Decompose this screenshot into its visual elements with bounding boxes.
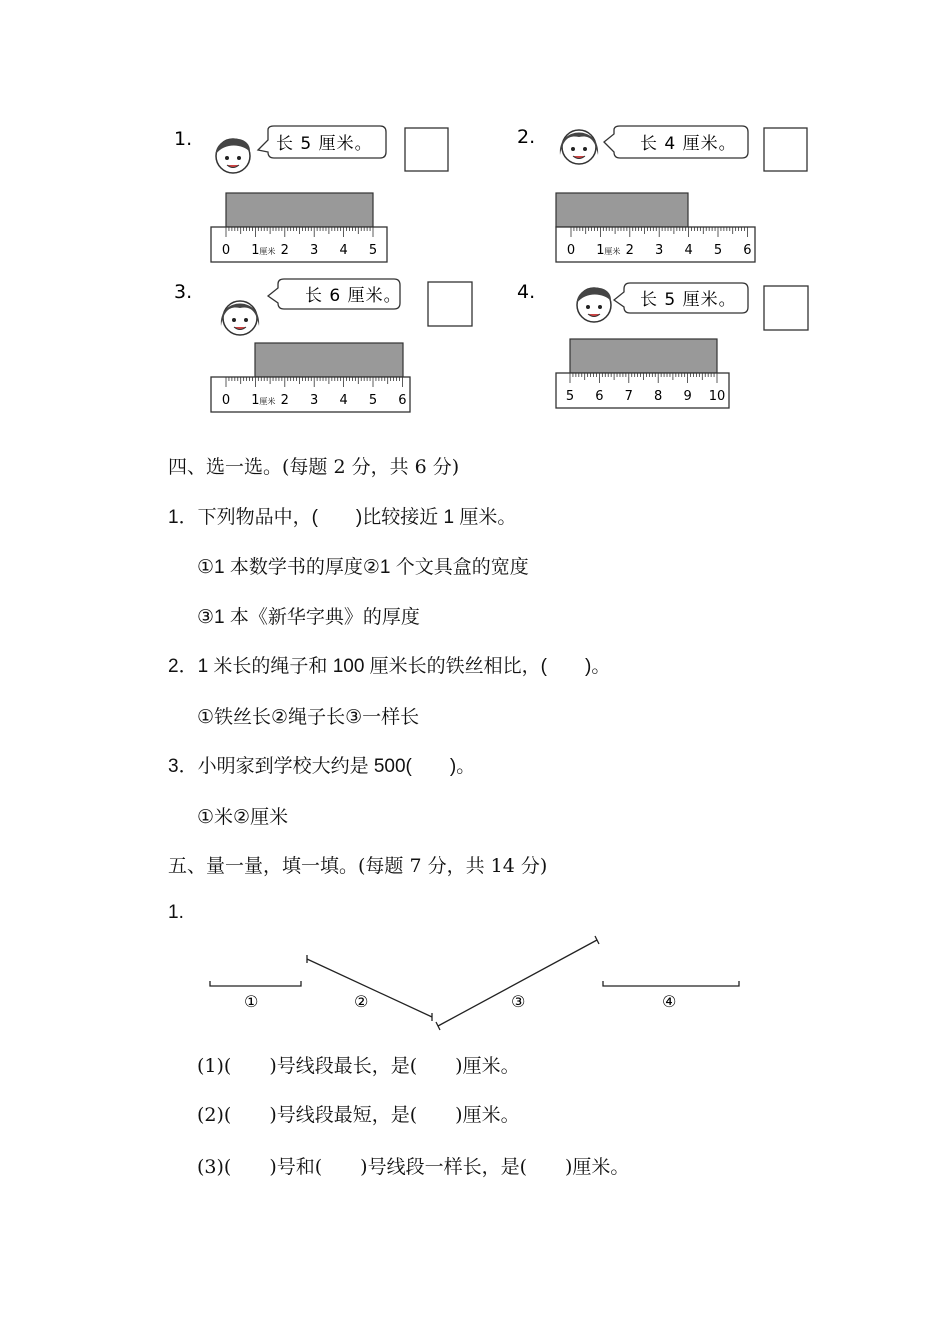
- segment-label: ①: [244, 992, 259, 1011]
- segment-label: ④: [662, 992, 677, 1011]
- answer-box[interactable]: [405, 128, 448, 171]
- measured-bar: [226, 193, 373, 227]
- item-number: 1.: [174, 128, 193, 150]
- ruler-tick-label: 6: [595, 389, 604, 404]
- ruler: [211, 377, 410, 412]
- ruler-tick-label: 6: [743, 243, 752, 258]
- measured-bar: [255, 343, 403, 377]
- answer-box[interactable]: [428, 282, 472, 326]
- ruler-exercises: [0, 0, 950, 430]
- item-number: 2.: [517, 126, 536, 148]
- ruler-unit-label: 厘米: [259, 397, 276, 406]
- question-4-1-options-a: ①1 本数学书的厚度②1 个文具盒的宽度: [197, 557, 529, 578]
- ruler-tick-label: 3: [310, 243, 319, 258]
- ruler-tick-label: 2: [280, 393, 289, 408]
- ruler-tick-label: 1: [251, 243, 260, 258]
- girl-face-icon: [221, 301, 259, 335]
- item-number: 4.: [517, 281, 536, 303]
- segment-2: [307, 955, 432, 1021]
- measured-bar: [556, 193, 688, 227]
- ruler-tick-label: 5: [368, 243, 378, 258]
- ruler-unit-label: 厘米: [604, 247, 621, 256]
- ruler-tick-label: 5: [713, 243, 723, 258]
- ruler-body: [556, 373, 729, 408]
- ruler-item-2: [517, 126, 807, 262]
- ruler-tick-label: 2: [625, 243, 634, 258]
- ruler-tick-label: 7: [624, 389, 633, 404]
- question-4-3: 3．小明家到学校大约是 500( )。: [168, 756, 476, 777]
- ruler-tick-label: 0: [221, 393, 231, 408]
- measured-bar: [570, 339, 717, 373]
- ruler-tick-label: 3: [655, 243, 664, 258]
- ruler-unit-label: 厘米: [259, 247, 276, 256]
- ruler-item-3: [174, 279, 472, 412]
- speech-text: 长 6 厘米。: [305, 286, 402, 306]
- question-5-1-number: 1.: [168, 902, 184, 923]
- answer-box[interactable]: [764, 286, 808, 330]
- ruler-tick-label: 8: [654, 389, 663, 404]
- ruler: [211, 227, 387, 262]
- segment-label: ②: [354, 992, 369, 1011]
- ruler-item-4: [517, 281, 808, 408]
- ruler-tick-label: 0: [566, 243, 576, 258]
- question-4-2-options: ①铁丝长②绳子长③一样长: [197, 707, 420, 728]
- question-4-2: 2．1 米长的绳子和 100 厘米长的铁丝相比，( )。: [168, 656, 611, 677]
- section-4-title: 四、选一选。(每题 2 分，共 6 分): [168, 456, 460, 478]
- speech-text: 长 5 厘米。: [640, 290, 737, 310]
- ruler-tick-label: 5: [368, 393, 378, 408]
- speech-text: 长 5 厘米。: [276, 134, 373, 154]
- segment-3: [436, 936, 599, 1030]
- ruler-tick-label: 3: [310, 393, 319, 408]
- segments-figure: [0, 925, 950, 1035]
- question-4-3-options: ①米②厘米: [197, 807, 289, 828]
- ruler-tick-label: 0: [221, 243, 231, 258]
- ruler-tick-label: 6: [398, 393, 407, 408]
- section-5-title: 五、量一量，填一填。(每题 7 分，共 14 分): [168, 855, 548, 877]
- speech-text: 长 4 厘米。: [640, 134, 737, 154]
- segment-label: ③: [511, 992, 526, 1011]
- segment-4: [603, 981, 739, 986]
- ruler-item-1: [174, 126, 448, 262]
- boy-face-icon: [216, 139, 250, 173]
- question-5-1-sub-1: (1)( )号线段最长，是( )厘米。: [197, 1055, 520, 1077]
- segment-1: [210, 981, 301, 986]
- answer-box[interactable]: [764, 128, 807, 171]
- ruler-tick-label: 4: [339, 393, 348, 408]
- ruler-tick-label: 1: [596, 243, 605, 258]
- ruler-tick-label: 2: [280, 243, 289, 258]
- question-5-1-sub-2: (2)( )号线段最短，是( )厘米。: [197, 1104, 520, 1126]
- boy-face-icon: [577, 288, 611, 322]
- ruler-tick-label: 10: [708, 389, 726, 404]
- ruler-tick-label: 4: [684, 243, 693, 258]
- question-4-1-options-b: ③1 本《新华字典》的厚度: [197, 607, 420, 628]
- question-5-1-sub-3: (3)( )号和( )号线段一样长，是( )厘米。: [197, 1156, 630, 1178]
- ruler-tick-label: 9: [683, 389, 692, 404]
- girl-face-icon: [560, 130, 598, 164]
- ruler-tick-label: 4: [339, 243, 348, 258]
- question-4-1: 1．下列物品中，( )比较接近 1 厘米。: [168, 507, 517, 528]
- ruler: [556, 227, 755, 262]
- ruler-body: [211, 227, 387, 262]
- ruler-tick-label: 1: [251, 393, 260, 408]
- item-number: 3.: [174, 281, 193, 303]
- ruler-tick-label: 5: [565, 389, 575, 404]
- ruler: [556, 373, 729, 408]
